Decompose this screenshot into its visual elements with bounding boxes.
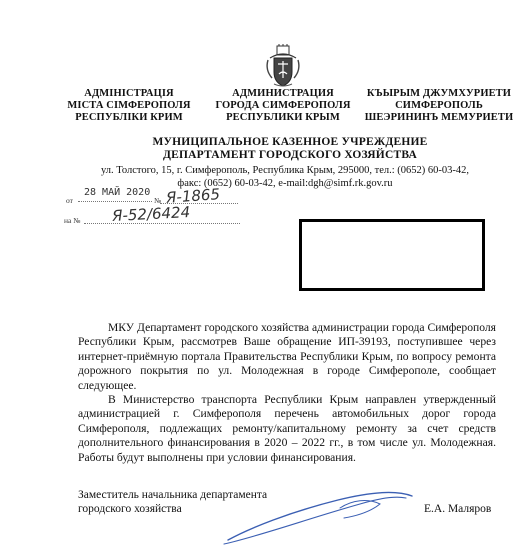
ref-underline: [84, 223, 240, 224]
header-left: [58, 88, 200, 124]
organization-name: [120, 136, 460, 162]
header-left-line-1: АДМІНІСТРАЦІЯ: [84, 88, 174, 99]
header-right-line-2: СИМФЕРОПОЛЬ: [395, 100, 483, 111]
header-left-line-2: МІСТА СІМФЕРОПОЛЯ: [67, 100, 191, 111]
number-label: №: [154, 196, 162, 205]
signatory-title-line-1: Заместитель начальника департамента: [78, 489, 268, 501]
address-line-1: ул. Толстого, 15, г. Симферополь, Республика Крым, 295000, тел.: (0652) 60-03-42,: [100, 165, 470, 176]
body-paragraph-1: МКУ Департамент городского хозяйства администрации города Симферополя Республики Крым, рассмотрев Ваше обращение ИП-39193, поступившее через интернет-приёмную портала Правительства Республики Крым, по вопросу ремонта дорожного покрытия по ул. Молодежная в городе Симферополе, сообщает следующее.: [78, 321, 496, 392]
header-right: [360, 88, 518, 124]
header-center-line-3: РЕСПУБЛИКИ КРЫМ: [226, 112, 340, 123]
date-stamp: 28 МАЙ 2020: [84, 187, 151, 198]
date-underline: [78, 201, 152, 202]
signatory-title-line-2: городского хозяйства: [78, 503, 182, 515]
signatory-name: Е.А. Маляров: [424, 503, 492, 515]
header-center: [204, 88, 362, 124]
header-left-line-3: РЕСПУБЛІКИ КРИМ: [75, 112, 183, 123]
body-paragraph-2: В Министерство транспорта Республики Крым направлен утвержденный администрацией г. Симферополя перечень автомобильных дорог города Симферополя, подлежащих ремонту/капитальному ремонту за счет средств дополнительного финансирования в 2020 – 2022 гг., в том числе ул. Молодежная. Работы будут выполнены при условии финансирования.: [78, 393, 496, 464]
handwritten-signature: [220, 478, 420, 550]
coat-of-arms-icon: [264, 44, 302, 88]
redacted-addressee-box: [299, 219, 485, 291]
header-center-line-1: АДМИНИСТРАЦИЯ: [232, 88, 334, 99]
letter-body: [78, 321, 496, 465]
header-center-line-2: ГОРОДА СИМФЕРОПОЛЯ: [215, 100, 351, 111]
ref-number: Я-52/6424: [111, 202, 191, 226]
registration-number: Я-1865: [165, 185, 221, 207]
organization-line-2: ДЕПАРТАМЕНТ ГОРОДСКОГО ХОЗЯЙСТВА: [163, 149, 417, 161]
address-line-2: факс: (0652) 60-03-42, e-mail:dgh@simf.rk.gov.ru: [177, 178, 393, 189]
header-right-line-3: ШЕЭРИНИНЪ МЕМУРИЕТИ: [364, 112, 514, 123]
from-label: от: [66, 196, 73, 205]
ref-label: на №: [64, 216, 81, 225]
header-right-line-1: КЪЫРЫМ ДЖУМХУРИЕТИ: [366, 88, 512, 99]
organization-line-1: МУНИЦИПАЛЬНОЕ КАЗЕННОЕ УЧРЕЖДЕНИЕ: [152, 136, 428, 148]
